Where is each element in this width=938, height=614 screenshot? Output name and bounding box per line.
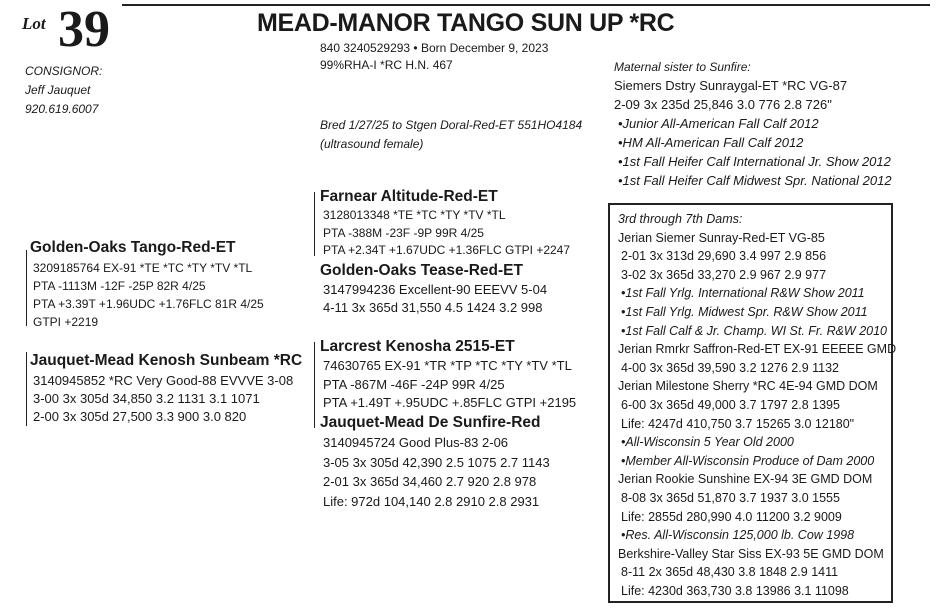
dam-entry: Jerian Milestone Sherry *RC 4E-94 GMD DOM — [618, 379, 878, 394]
sire-sire-name: Farnear Altitude-Red-ET — [320, 188, 498, 205]
sire-dam-details — [323, 281, 547, 317]
dams-heading: 3rd through 7th Dams: — [618, 212, 743, 226]
sire-sire-line: 3128013348 *TE *TC *TY *TV *TL — [323, 208, 506, 222]
sire-line: PTA +3.39T +1.96UDC +1.76FLC 81R 4/25 — [33, 297, 264, 311]
dam-entry: Berkshire-Valley Star Siss EX-93 5E GMD DOM — [618, 546, 884, 561]
dam-sire-details — [323, 357, 576, 413]
dam-honor: •Member All-Wisconsin Produce of Dam 2000 — [621, 453, 875, 468]
bred-note: (ultrasound female) — [320, 137, 424, 151]
dam-record: Life: 4247d 410,750 3.7 15265 3.0 12180" — [621, 416, 855, 431]
dam-dam-line: 2-01 3x 365d 34,460 2.7 920 2.8 978 — [323, 474, 537, 489]
dam-honor: •1st Fall Yrlg. Midwest Spr. R&W Show 2011 — [621, 304, 868, 319]
sire-details — [33, 259, 264, 331]
dam-entry: Jerian Siemer Sunray-Red-ET VG-85 — [618, 230, 825, 245]
animal-id-line: 840 3240529293 • Born December 9, 2023 — [320, 41, 549, 55]
dam-sire-line: PTA +1.49T +.95UDC +.85FLC GTPI +2195 — [323, 395, 577, 410]
dam-sire-bracket — [314, 342, 315, 428]
dam-name: Jauquet-Mead Kenosh Sunbeam *RC — [30, 352, 303, 369]
maternal-sister-line: •1st Fall Heifer Calf International Jr. Show 2012 — [618, 154, 891, 169]
dam-entry: Jerian Rookie Sunshine EX-94 3E GMD DOM — [618, 472, 873, 487]
maternal-sister-label: Maternal sister to Sunfire: — [614, 60, 751, 74]
dam-sire-line: PTA -867M -46F -24P 99R 4/25 — [323, 376, 505, 392]
dam-honor: •1st Fall Calf & Jr. Champ. WI St. Fr. R&W 2010 — [621, 323, 888, 338]
dam-dam-name: Jauquet-Mead De Sunfire-Red — [320, 414, 541, 431]
maternal-sister-block — [614, 76, 892, 190]
consignor-phone: 920.619.6007 — [25, 102, 99, 116]
header-rule — [122, 4, 930, 6]
dam-sire-line: 74630765 EX-91 *TR *TP *TC *TY *TV *TL — [323, 358, 572, 373]
dam-honor: •Res. All-Wisconsin 125,000 lb. Cow 1998 — [621, 528, 855, 543]
consignor-name: Jeff Jauquet — [25, 83, 91, 97]
sire-sire-bracket — [314, 192, 315, 256]
consignor-label: CONSIGNOR: — [25, 64, 103, 78]
dam-record: 4-00 3x 365d 39,590 3.2 1276 2.9 1132 — [621, 360, 840, 375]
dam-details — [33, 372, 293, 426]
dams-list — [618, 210, 896, 600]
sire-sire-line: PTA +2.34T +1.67UDC +1.36FLC GTPI +2247 — [323, 243, 571, 257]
maternal-sister-name: Siemers Dstry Sunraygal-ET *RC VG-87 — [614, 78, 848, 93]
sire-line: 3209185764 EX-91 *TE *TC *TY *TV *TL — [33, 261, 253, 275]
maternal-sister-line: •HM All-American Fall Calf 2012 — [618, 135, 804, 150]
maternal-sister-line: •Junior All-American Fall Calf 2012 — [618, 116, 819, 131]
dam-line: 3-00 3x 305d 34,850 3.2 1131 3.1 1071 — [33, 391, 260, 406]
animal-reg-line: 99%RHA-I *RC H.N. 467 — [320, 58, 453, 72]
dam-line: 2-00 3x 305d 27,500 3.3 900 3.0 820 — [33, 409, 247, 424]
dam-bracket — [26, 352, 27, 426]
dam-record: 2-01 3x 313d 29,690 3.4 997 2.9 856 — [621, 249, 827, 264]
sire-line: GTPI +2219 — [33, 315, 99, 329]
dam-entry: Jerian Rmrkr Saffron-Red-ET EX-91 EEEEE GMD — [618, 342, 897, 357]
dam-line: 3140945852 *RC Very Good-88 EVVVE 3-08 — [33, 373, 294, 388]
sire-bracket — [26, 250, 27, 326]
sire-sire-details — [323, 207, 570, 260]
dam-dam-details — [323, 433, 550, 511]
consignor-block — [25, 62, 102, 119]
dam-dam-line: 3140945724 Good Plus-83 2-06 — [323, 435, 509, 450]
dam-dam-line: Life: 972d 104,140 2.8 2910 2.8 2931 — [323, 493, 540, 509]
lot-label: Lot — [22, 14, 46, 33]
sire-line: PTA -1113M -12F -25P 82R 4/25 — [33, 279, 206, 293]
sire-sire-line: PTA -388M -23F -9P 99R 4/25 — [323, 225, 484, 240]
lot-number: 39 — [58, 1, 110, 58]
dam-honor: •All-Wisconsin 5 Year Old 2000 — [621, 435, 794, 450]
dam-record: Life: 2855d 280,990 4.0 11200 3.2 9009 — [621, 509, 842, 524]
sire-dam-line: 3147994236 Excellent-90 EEEVV 5-04 — [323, 282, 548, 297]
dam-dam-line: 3-05 3x 305d 42,390 2.5 1075 2.7 1143 — [323, 454, 550, 470]
dam-sire-name: Larcrest Kenosha 2515-ET — [320, 338, 515, 355]
sire-dam-line: 4-11 3x 365d 31,550 4.5 1424 3.2 998 — [323, 300, 543, 315]
bred-info — [320, 116, 582, 154]
animal-title: MEAD-MANOR TANGO SUN UP *RC — [257, 9, 675, 37]
maternal-sister-line: 2-09 3x 235d 25,846 3.0 776 2.8 726" — [614, 97, 832, 112]
sire-name: Golden-Oaks Tango-Red-ET — [30, 239, 236, 256]
animal-info — [320, 40, 548, 74]
dam-record: 8-08 3x 365d 51,870 3.7 1937 3.0 1555 — [621, 490, 840, 505]
sire-dam-name: Golden-Oaks Tease-Red-ET — [320, 262, 523, 279]
dam-honor: •1st Fall Yrlg. International R&W Show 2011 — [621, 286, 865, 301]
maternal-sister-line: •1st Fall Heifer Calf Midwest Spr. National 2012 — [618, 173, 892, 188]
bred-line: Bred 1/27/25 to Stgen Doral-Red-ET 551HO4184 — [320, 118, 583, 132]
dam-record: 8-11 2x 365d 48,430 3.8 1848 2.9 1411 — [621, 565, 839, 580]
dam-record: 6-00 3x 365d 49,000 3.7 1797 2.8 1395 — [621, 397, 840, 412]
dam-record: Life: 4230d 363,730 3.8 13986 3.1 11098 — [621, 583, 849, 598]
dam-record: 3-02 3x 365d 33,270 2.9 967 2.9 977 — [621, 267, 827, 282]
